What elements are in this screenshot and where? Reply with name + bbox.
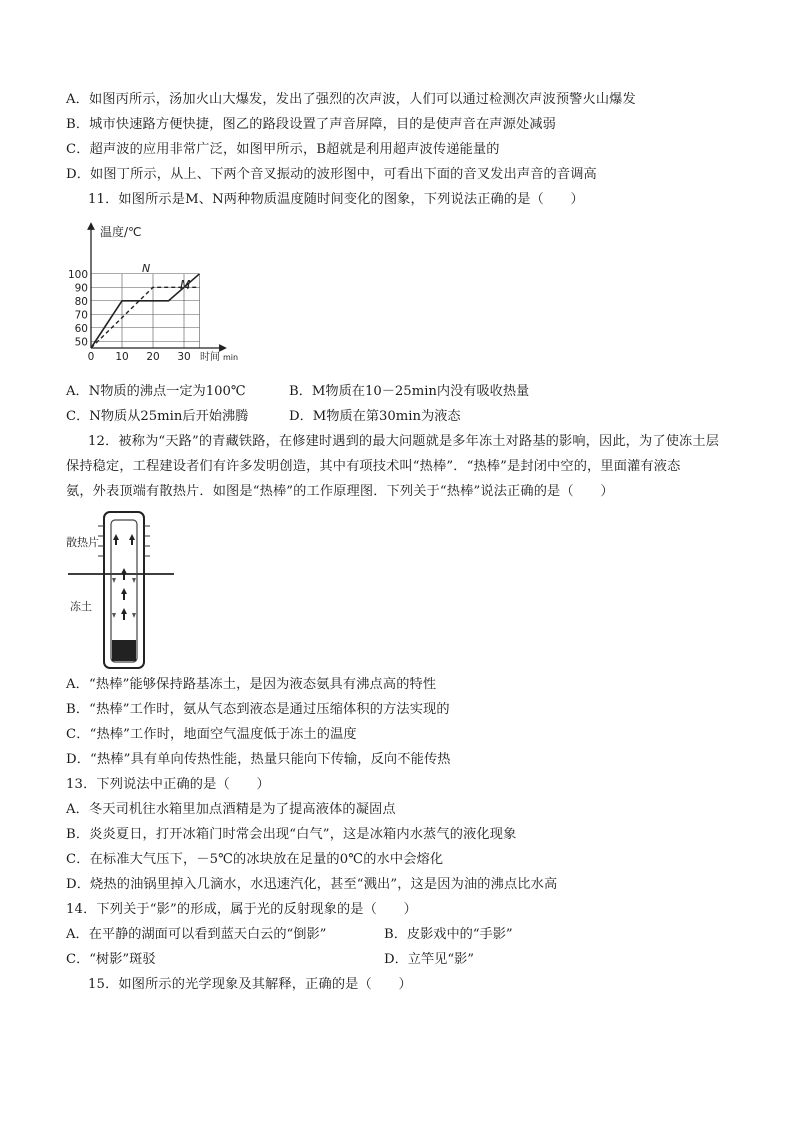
- x-tick-label: 30: [177, 351, 191, 363]
- y-axis-label: 温度/℃: [100, 225, 142, 239]
- q13-option-d: D．烧热的油锅里掉入几滴水，水迅速汽化，甚至“溅出”，这是因为油的沸点比水高: [66, 877, 558, 892]
- x-tick-label: 20: [146, 351, 160, 363]
- series-m-label: M: [180, 278, 191, 292]
- q11-option-a: A．N物质的沸点一定为100℃: [66, 384, 246, 399]
- heat-pipe-figure: [66, 508, 176, 673]
- q14-option-a: A．在平静的湖面可以看到蓝天白云的“倒影”: [66, 927, 327, 942]
- q14-option-b: B．皮影戏中的“手影”: [384, 927, 513, 942]
- q12-option-c: C．“热棒”工作时，地面空气温度低于冻土的温度: [66, 727, 357, 742]
- y-tick-label: 70: [74, 309, 88, 322]
- q12-stem-line-3: 氨，外表顶端有散热片．如图是“热棒”的工作原理图．下列关于“热棒”说法正确的是（ ）: [66, 484, 614, 499]
- liquid-ammonia: [112, 640, 136, 661]
- q13-option-c: C．在标准大气压下，－5℃的冰块放在足量的0℃的水中会熔化: [66, 852, 444, 867]
- q13-stem: 13．下列说法中正确的是（ ）: [66, 777, 270, 792]
- q12-option-a: A．“热棒”能够保持路基冻土，是因为液态氨具有沸点高的特性: [66, 677, 437, 692]
- y-tick-label: 90: [74, 282, 88, 295]
- x-axis-unit: min: [223, 353, 239, 362]
- frozen-soil-label: 冻土: [70, 600, 92, 613]
- q14-option-d: D．立竿见“影”: [384, 952, 474, 967]
- q11-option-c: C．N物质从25min后开始沸腾: [66, 409, 249, 424]
- q13-option-b: B．炎炎夏日，打开冰箱门时常会出现“白气”，这是冰箱内水蒸气的液化现象: [66, 827, 517, 842]
- q11-stem: 11．如图所示是M、N两种物质温度随时间变化的图象，下列说法正确的是（ ）: [88, 192, 584, 207]
- q14-stem: 14．下列关于“影”的形成，属于光的反射现象的是（ ）: [66, 902, 417, 917]
- q10-option-c: C．超声波的应用非常广泛，如图甲所示，B超就是利用超声波传递能量的: [66, 142, 500, 157]
- q12-option-b: B．“热棒”工作时，氨从气态到液态是通过压缩体积的方法实现的: [66, 702, 450, 717]
- x-axis-label: 时间: [200, 352, 220, 363]
- q10-option-b: B．城市快速路方便快捷，图乙的路段设置了声音屏障，目的是使声音在声源处减弱: [66, 117, 556, 132]
- q11-temperature-graph: [60, 220, 250, 365]
- q10-option-d: D．如图丁所示，从上、下两个音叉振动的波形图中，可看出下面的音叉发出声音的音调高: [66, 167, 597, 182]
- series-n-line: [91, 287, 200, 348]
- q10-option-a: A．如图丙所示，汤加火山大爆发，发出了强烈的次声波，人们可以通过检测次声波预警火山爆发: [66, 92, 636, 107]
- q13-option-a: A．冬天司机往水箱里加点酒精是为了提高液体的凝固点: [66, 802, 396, 817]
- series-n-label: N: [142, 262, 151, 275]
- vapor-arrows: [113, 534, 135, 620]
- y-tick-label: 60: [74, 322, 88, 335]
- x-tick-label: 10: [115, 351, 129, 363]
- q12-option-d: D．“热棒”具有单向传热性能，热量只能向下传输，反向不能传热: [66, 752, 451, 767]
- radiator-fins: [98, 526, 150, 556]
- fin-label: 散热片: [66, 536, 99, 549]
- q15-stem: 15．如图所示的光学现象及其解释，正确的是（ ）: [88, 977, 412, 992]
- x-tick-label: 0: [87, 351, 95, 363]
- y-tick-label: 100: [67, 268, 88, 281]
- q14-option-c: C．“树影”斑驳: [66, 952, 156, 967]
- q11-option-b: B．M物质在10－25min内没有吸收热量: [289, 384, 530, 399]
- q12-stem-line-2: 保持稳定，工程建设者们有许多发明创造，其中有项技术叫“热棒”．“热棒”是封闭中空的，里面灌有液态: [66, 459, 681, 474]
- y-tick-label: 80: [74, 295, 88, 308]
- q11-option-d: D．M物质在第30min为液态: [289, 409, 461, 424]
- q12-stem-line-1: 12．被称为“天路”的青藏铁路，在修建时遇到的最大问题就是多年冻土对路基的影响，因此，为了使冻土层: [88, 434, 720, 449]
- y-tick-label: 50: [74, 336, 88, 349]
- temperature-time-chart: [60, 220, 250, 365]
